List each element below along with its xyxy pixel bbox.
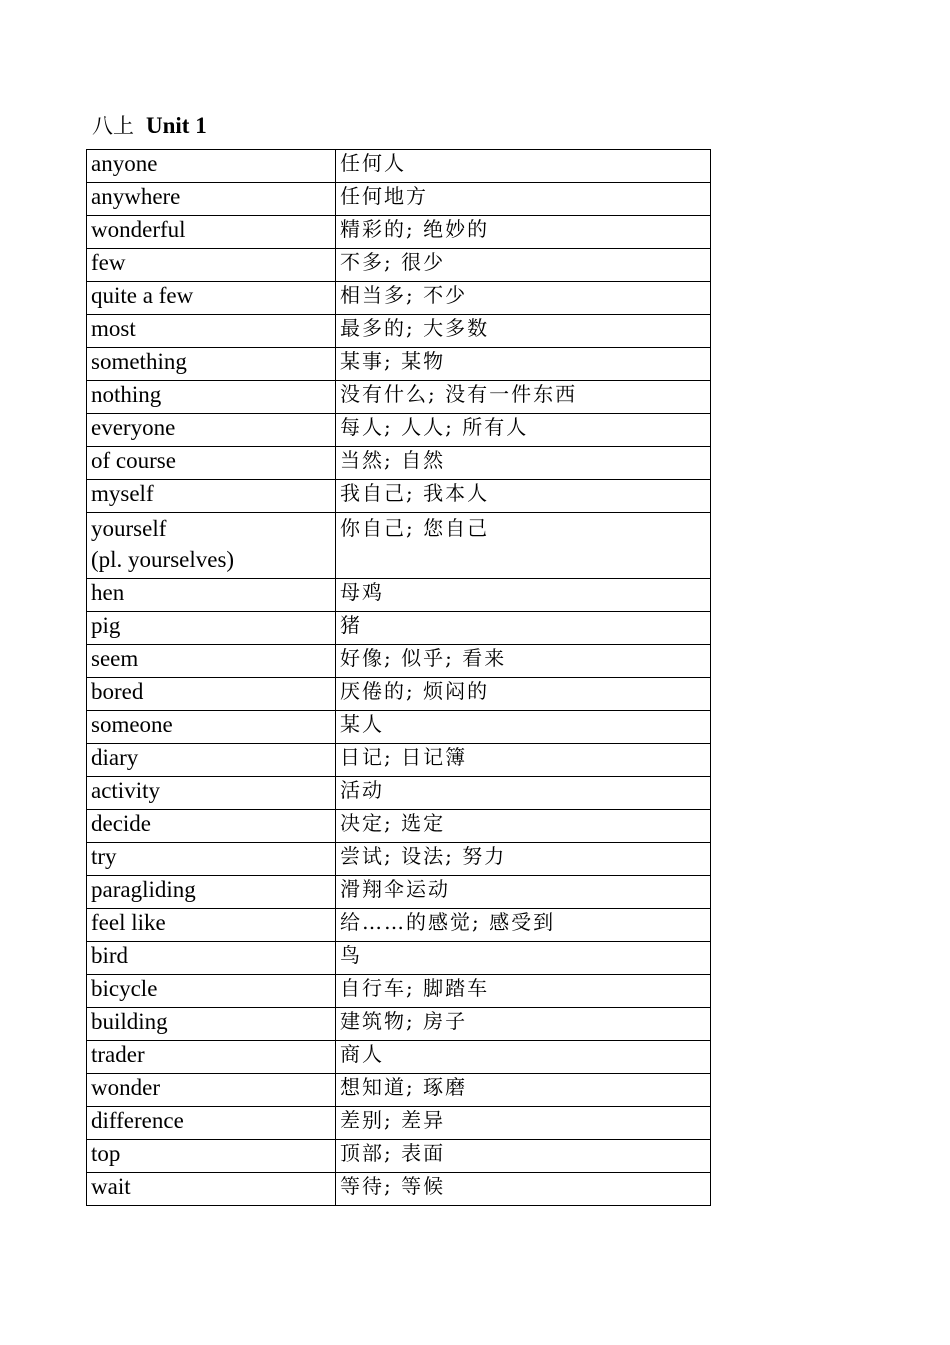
vocab-word: top [91, 1141, 121, 1166]
vocab-meaning: 想知道; 琢磨 [336, 1074, 711, 1107]
vocab-meaning: 你自己; 您自己 [336, 513, 711, 579]
vocab-word: wait [91, 1174, 131, 1199]
vocab-word-cell [87, 777, 336, 810]
vocab-meaning: 自行车; 脚踏车 [336, 975, 711, 1008]
vocab-meaning: 猪 [336, 612, 711, 645]
vocab-word-cell [87, 711, 336, 744]
vocab-word: decide [91, 811, 152, 836]
vocab-row [87, 1107, 711, 1140]
vocab-word-cell [87, 645, 336, 678]
vocab-meaning: 建筑物; 房子 [336, 1008, 711, 1041]
page-title [92, 110, 207, 142]
vocab-meaning: 厌倦的; 烦闷的 [336, 678, 711, 711]
vocab-row [87, 678, 711, 711]
vocab-meaning: 等待; 等候 [336, 1173, 711, 1206]
vocab-word: wonder [91, 1075, 160, 1100]
vocab-word-cell [87, 348, 336, 381]
vocab-word-cell [87, 975, 336, 1008]
vocab-word: anywhere [91, 184, 181, 209]
vocab-meaning: 好像; 似乎; 看来 [336, 645, 711, 678]
vocab-word-cell [87, 150, 336, 183]
vocab-row [87, 282, 711, 315]
vocab-row [87, 843, 711, 876]
vocab-plural-form: (pl. yourselves) [91, 547, 235, 572]
vocab-word-cell [87, 381, 336, 414]
vocab-word: difference [91, 1108, 184, 1133]
vocab-word: seem [91, 646, 139, 671]
vocab-row [87, 1074, 711, 1107]
vocab-word-cell [87, 249, 336, 282]
vocab-meaning: 任何人 [336, 150, 711, 183]
vocab-word: few [91, 250, 126, 275]
vocab-row [87, 1008, 711, 1041]
vocab-word-cell [87, 1041, 336, 1074]
vocab-word-cell [87, 579, 336, 612]
vocab-word: quite a few [91, 283, 194, 308]
vocab-word-cell [87, 1140, 336, 1173]
vocab-word: anyone [91, 151, 158, 176]
vocab-word: something [91, 349, 187, 374]
vocab-meaning: 活动 [336, 777, 711, 810]
vocab-word: bicycle [91, 976, 158, 1001]
vocab-meaning: 母鸡 [336, 579, 711, 612]
vocab-row [87, 645, 711, 678]
vocab-word: most [91, 316, 136, 341]
vocab-word-cell [87, 414, 336, 447]
vocab-word: hen [91, 580, 125, 605]
vocab-meaning: 没有什么; 没有一件东西 [336, 381, 711, 414]
vocab-row [87, 414, 711, 447]
vocab-word: diary [91, 745, 139, 770]
vocab-meaning: 当然; 自然 [336, 447, 711, 480]
vocab-row [87, 744, 711, 777]
vocab-row [87, 1173, 711, 1206]
vocab-word-cell [87, 876, 336, 909]
vocab-word: pig [91, 613, 121, 638]
vocab-word: trader [91, 1042, 145, 1067]
vocab-word-cell [87, 1074, 336, 1107]
vocab-meaning: 鸟 [336, 942, 711, 975]
vocab-row [87, 777, 711, 810]
vocab-row [87, 150, 711, 183]
vocab-word: of course [91, 448, 176, 473]
vocab-meaning: 每人; 人人; 所有人 [336, 414, 711, 447]
vocab-meaning: 最多的; 大多数 [336, 315, 711, 348]
vocab-word: feel like [91, 910, 166, 935]
vocab-meaning: 尝试; 设法; 努力 [336, 843, 711, 876]
vocab-row [87, 942, 711, 975]
vocab-row [87, 876, 711, 909]
vocab-meaning: 我自己; 我本人 [336, 480, 711, 513]
vocab-row [87, 1041, 711, 1074]
vocab-word-cell [87, 1173, 336, 1206]
vocab-row [87, 513, 711, 579]
vocab-row [87, 480, 711, 513]
vocab-row [87, 975, 711, 1008]
vocab-word-cell [87, 612, 336, 645]
vocab-row [87, 447, 711, 480]
vocab-word-cell [87, 480, 336, 513]
vocab-word: yourself [91, 516, 167, 541]
vocab-word: wonderful [91, 217, 186, 242]
vocab-word-cell [87, 282, 336, 315]
grade-label: 八上 [92, 114, 134, 138]
vocab-word-cell [87, 909, 336, 942]
vocab-meaning: 任何地方 [336, 183, 711, 216]
vocab-row [87, 612, 711, 645]
vocab-meaning: 决定; 选定 [336, 810, 711, 843]
vocab-word-cell [87, 447, 336, 480]
vocab-word-cell [87, 513, 336, 579]
vocab-word-cell [87, 183, 336, 216]
vocab-meaning: 顶部; 表面 [336, 1140, 711, 1173]
vocab-word: activity [91, 778, 160, 803]
vocab-word: bird [91, 943, 129, 968]
vocab-meaning: 给……的感觉; 感受到 [336, 909, 711, 942]
vocabulary-table [86, 149, 711, 1206]
vocab-word: bored [91, 679, 144, 704]
vocab-word: try [91, 844, 117, 869]
vocab-word-cell [87, 744, 336, 777]
vocab-word-cell [87, 942, 336, 975]
vocab-meaning: 商人 [336, 1041, 711, 1074]
vocab-word: everyone [91, 415, 176, 440]
vocab-row [87, 810, 711, 843]
unit-label: Unit 1 [146, 113, 207, 138]
vocab-meaning: 精彩的; 绝妙的 [336, 216, 711, 249]
vocab-word: someone [91, 712, 173, 737]
vocab-meaning: 滑翔伞运动 [336, 876, 711, 909]
vocab-word-cell [87, 810, 336, 843]
vocab-meaning: 相当多; 不少 [336, 282, 711, 315]
vocab-word-cell [87, 1008, 336, 1041]
vocab-row [87, 381, 711, 414]
vocab-row [87, 216, 711, 249]
vocab-row [87, 315, 711, 348]
vocab-meaning: 某事; 某物 [336, 348, 711, 381]
vocab-row [87, 711, 711, 744]
vocab-meaning: 不多; 很少 [336, 249, 711, 282]
vocab-row [87, 183, 711, 216]
vocab-word: myself [91, 481, 154, 506]
vocab-row [87, 1140, 711, 1173]
vocab-row [87, 348, 711, 381]
vocab-row [87, 579, 711, 612]
vocab-word-cell [87, 843, 336, 876]
vocab-word-cell [87, 1107, 336, 1140]
vocab-meaning: 差别; 差异 [336, 1107, 711, 1140]
vocab-word-cell [87, 315, 336, 348]
vocabulary-table-body [87, 150, 711, 1206]
vocab-word-cell [87, 216, 336, 249]
vocab-word: paragliding [91, 877, 196, 902]
vocab-row [87, 909, 711, 942]
vocab-row [87, 249, 711, 282]
vocab-word: building [91, 1009, 168, 1034]
vocab-word: nothing [91, 382, 162, 407]
vocab-meaning: 某人 [336, 711, 711, 744]
vocab-meaning: 日记; 日记簿 [336, 744, 711, 777]
vocab-word-cell [87, 678, 336, 711]
